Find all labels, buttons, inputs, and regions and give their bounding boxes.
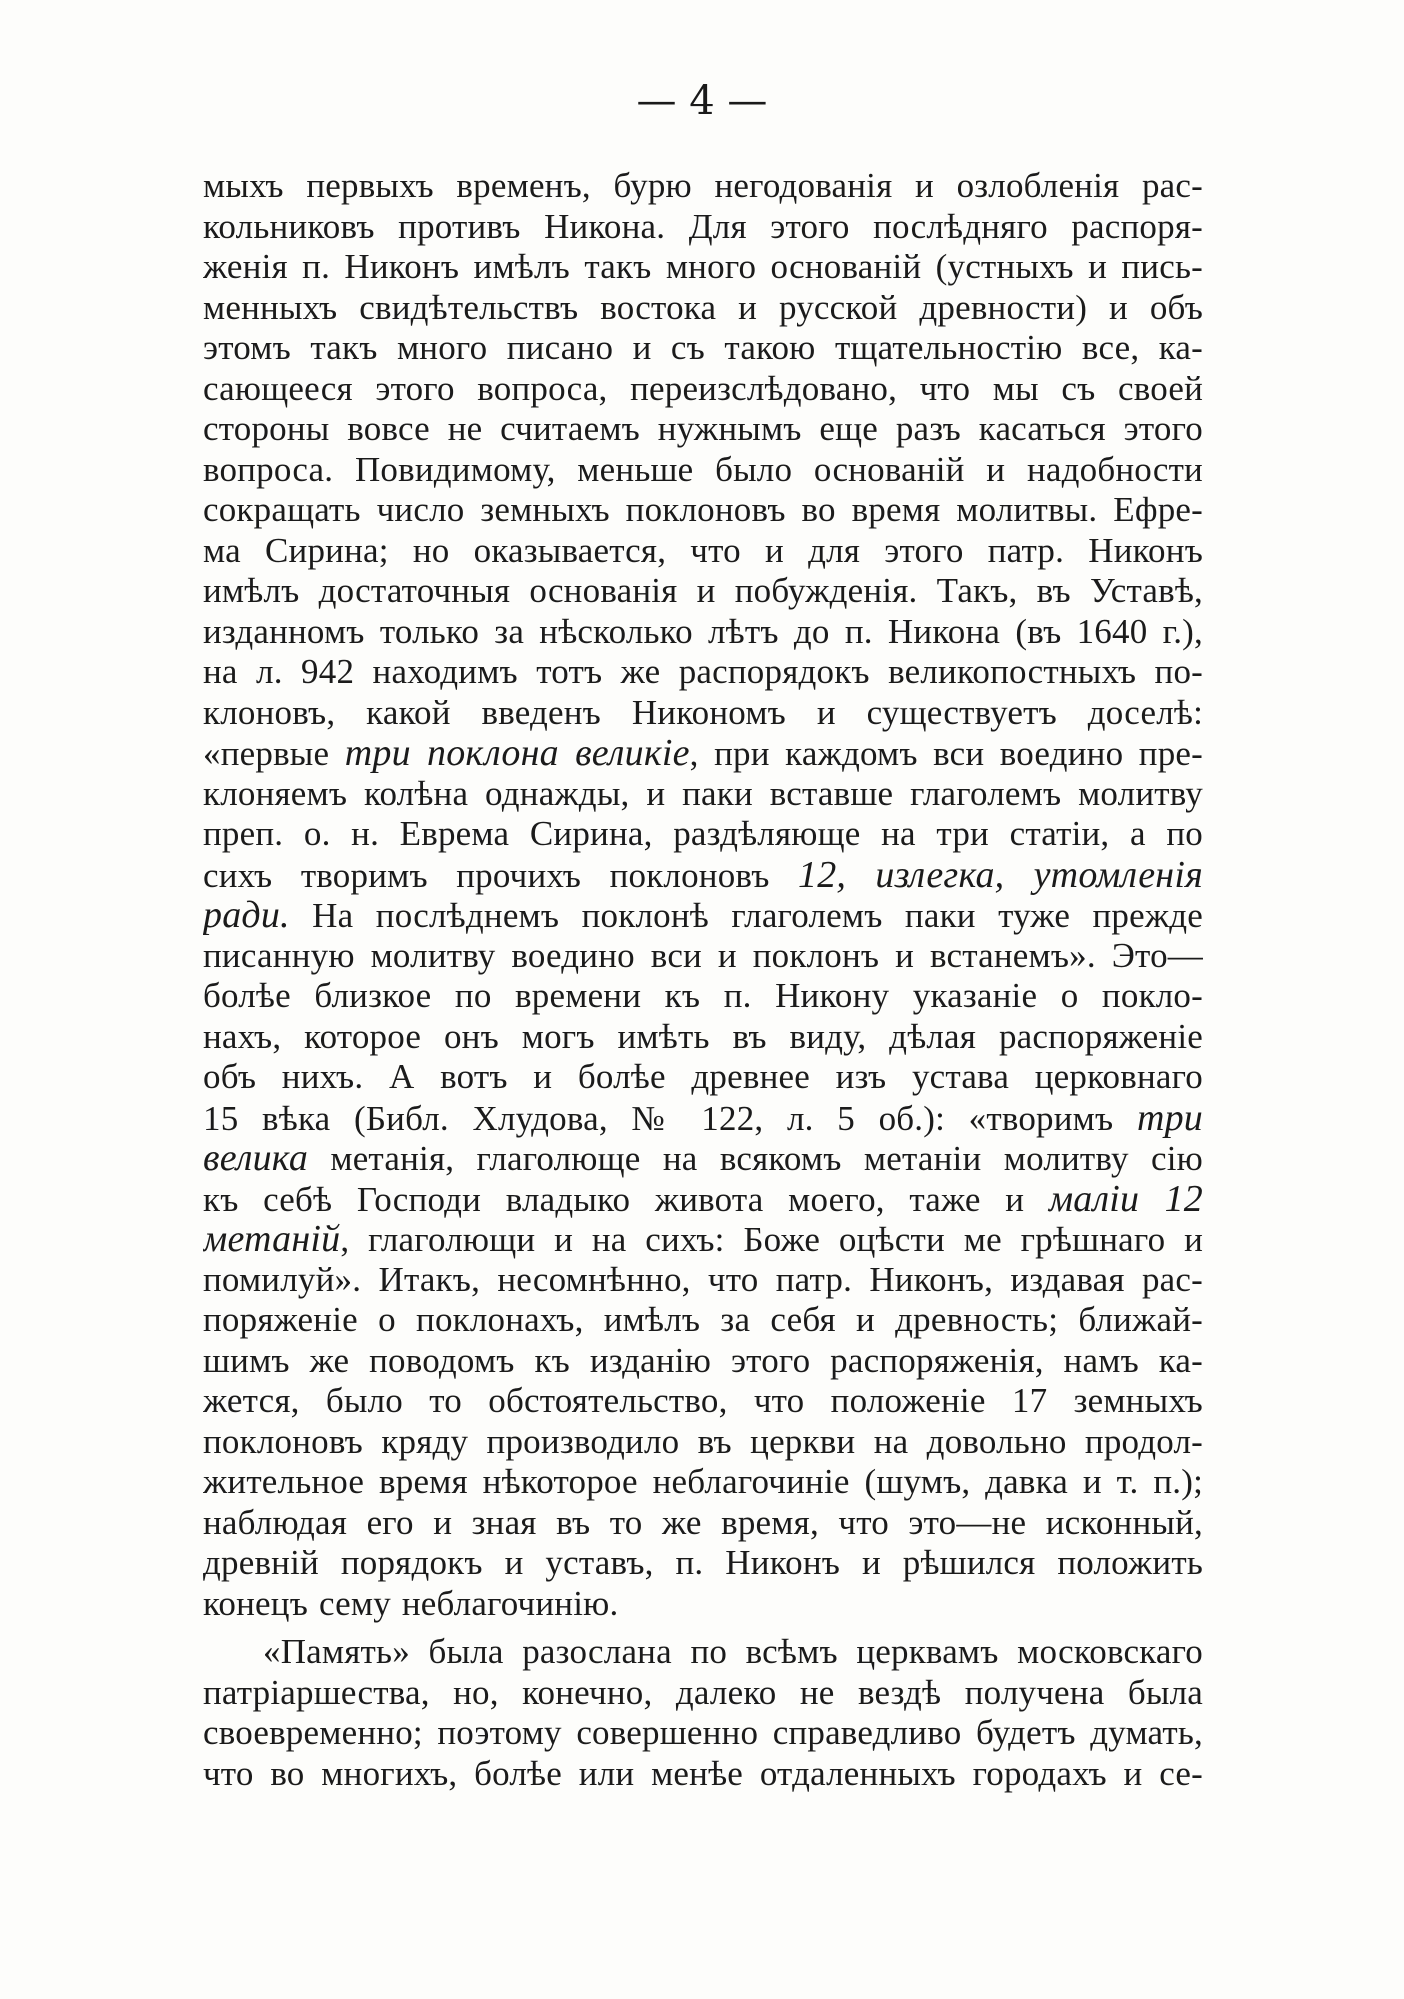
text-run: , при каждомъ вси воедино пре- bbox=[689, 734, 1203, 773]
italic-run: метаній bbox=[203, 1219, 341, 1260]
text-line: стороны вовсе не считаемъ нужнымъ еще разъ касаться этого bbox=[203, 409, 1203, 448]
text-line: менныхъ свидѣтельствъ востока и русской древности) и объ bbox=[203, 287, 1203, 327]
text-line: жительное время нѣкоторое неблагочиніе (шумъ, давка и т. п.); bbox=[203, 1462, 1203, 1501]
text-line: мыхъ первыхъ временъ, бурю негодованія и озлобленія рас- bbox=[203, 166, 1203, 205]
text-line: жется, было то обстоятельство, что положеніе 17 земныхъ bbox=[203, 1381, 1203, 1420]
text-line: имѣлъ достаточныя основанія и побужденія. Такъ, въ Уставѣ, bbox=[203, 571, 1203, 610]
text-line bbox=[203, 895, 1203, 936]
text-line bbox=[203, 1219, 1203, 1260]
text-run: «первые bbox=[203, 734, 345, 773]
text-line: своевременно; поэтому совершенно справедливо будетъ думать, bbox=[203, 1713, 1203, 1752]
text-line: писанную молитву воедино вси и поклонъ и встанемъ». Это— bbox=[203, 935, 1203, 975]
italic-run: 12, излегка, утомленія bbox=[798, 854, 1203, 895]
text-run: , глаголющи и на сихъ: Боже оцѣсти ме грѣшнаго и bbox=[340, 1220, 1203, 1259]
text-line: вопроса. Повидимому, меньше было основаній и надобности bbox=[203, 449, 1203, 489]
text-line: изданномъ только за нѣсколько лѣтъ до п. Никона (въ 1640 г.), bbox=[203, 611, 1203, 651]
text-line: сокращать число земныхъ поклоновъ во время молитвы. Ефре- bbox=[203, 490, 1203, 529]
paragraph-gap bbox=[203, 1624, 1203, 1632]
text-line: конецъ сему неблагочинію. bbox=[203, 1583, 619, 1623]
italic-run: велика bbox=[203, 1138, 309, 1179]
text-line: болѣе близкое по времени къ п. Никону указаніе о покло- bbox=[203, 976, 1203, 1015]
text-line: древній порядокъ и уставъ, п. Никонъ и рѣшился положить bbox=[203, 1543, 1203, 1582]
text-run: сихъ творимъ прочихъ поклоновъ bbox=[203, 855, 799, 895]
text-line bbox=[203, 733, 1203, 774]
text-line: что во многихъ, болѣе или менѣе отдаленныхъ городахъ и се- bbox=[203, 1753, 1203, 1793]
text-line: помилуй». Итакъ, несомнѣнно, что патр. Никонъ, издавая рас- bbox=[203, 1259, 1203, 1299]
text-line: ма Сирина; но оказывается, что и для этого патр. Никонъ bbox=[203, 530, 1203, 570]
body-text bbox=[203, 166, 1203, 1794]
text-line: кольниковъ противъ Никона. Для этого послѣдняго распоря- bbox=[203, 206, 1203, 246]
text-line: поклоновъ кряду производило въ церкви на довольно продол- bbox=[203, 1421, 1203, 1461]
text-line: шимъ же поводомъ къ изданію этого распоряженія, намъ ка- bbox=[203, 1340, 1203, 1380]
text-line: наблюдая его и зная въ то же время, что это—не исконный, bbox=[203, 1502, 1203, 1542]
text-line: этомъ такъ много писано и съ такою тщательностію все, ка- bbox=[203, 328, 1203, 367]
text-line: на л. 942 находимъ тотъ же распорядокъ великопостныхъ по- bbox=[203, 652, 1203, 691]
text-line: патріаршества, но, конечно, далеко не вездѣ получена была bbox=[203, 1672, 1203, 1712]
text-line: поряженіе о поклонахъ, имѣлъ за себя и древность; ближай- bbox=[203, 1300, 1203, 1339]
text-line bbox=[203, 1098, 1203, 1139]
text-line: «Память» была разослана по всѣмъ церквамъ московскаго bbox=[263, 1632, 1203, 1671]
italic-run: маліи 12 bbox=[1048, 1178, 1203, 1219]
text-line: преп. о. н. Еврема Сирина, раздѣляюще на три статіи, а по bbox=[203, 814, 1203, 853]
text-line: нахъ, которое онъ могъ имѣть въ виду, дѣлая распоряженіе bbox=[203, 1016, 1203, 1056]
text-run: къ себѣ Господи владыко живота моего, таже и bbox=[203, 1179, 1049, 1219]
text-line: клоняемъ колѣна однажды, и паки вставше глаголемъ молитву bbox=[203, 773, 1203, 813]
italic-run: три поклона великіе bbox=[344, 733, 690, 774]
text-run: метанія, глаголюще на всякомъ метаніи молитву сію bbox=[308, 1139, 1203, 1178]
italic-run: ради. bbox=[203, 895, 290, 936]
text-line: объ нихъ. А вотъ и болѣе древнее изъ устава церковнаго bbox=[203, 1057, 1203, 1096]
text-line: женія п. Никонъ имѣлъ такъ много основаній (устныхъ и пись- bbox=[203, 247, 1203, 286]
page-number: — 4 — bbox=[636, 78, 768, 124]
text-run: На послѣднемъ поклонѣ глаголемъ паки туже прежде bbox=[289, 896, 1203, 935]
text-line bbox=[203, 1138, 1203, 1179]
text-line: клоновъ, какой введенъ Никономъ и существуетъ доселѣ: bbox=[203, 692, 1203, 732]
text-line bbox=[203, 1179, 1203, 1220]
text-line: сающееся этого вопроса, переизслѣдовано, что мы съ своей bbox=[203, 368, 1203, 408]
text-run: 15 вѣка (Библ. Хлудова, № 122, л. 5 об.): «творимъ bbox=[203, 1098, 1137, 1138]
text-line bbox=[203, 855, 1203, 896]
italic-run: три bbox=[1136, 1097, 1203, 1138]
